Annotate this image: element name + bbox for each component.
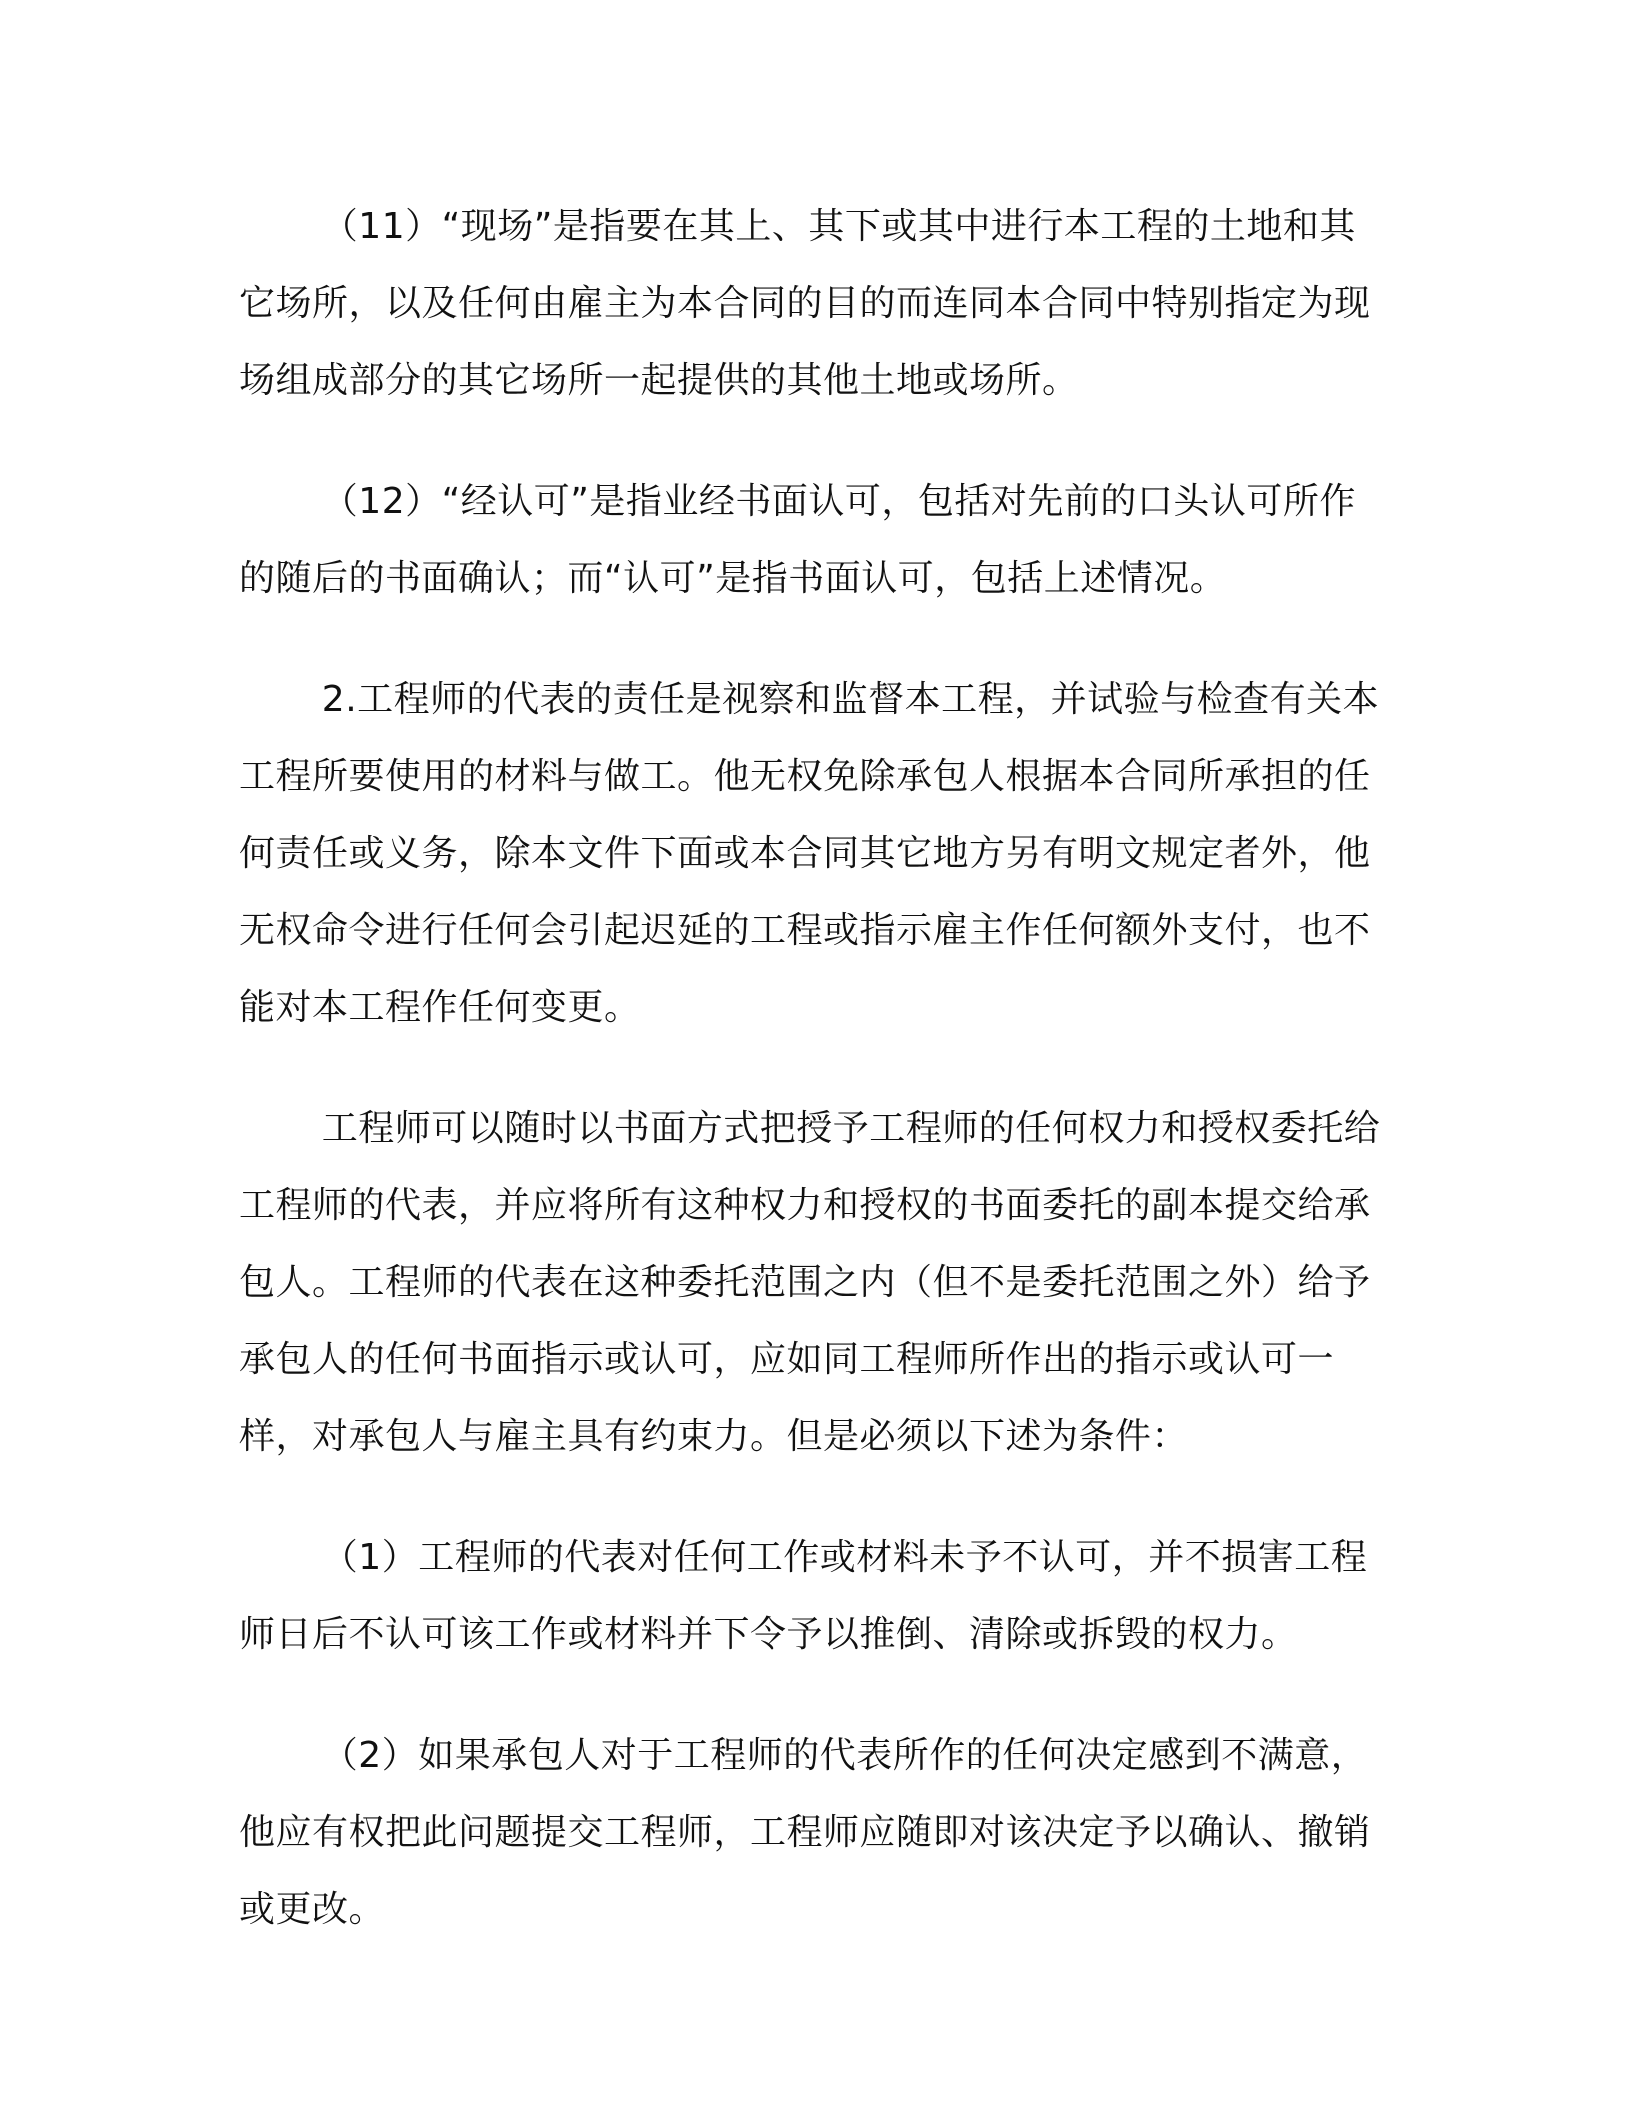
paragraph-delegation-of-authority: 工程师可以随时以书面方式把授予工程师的任何权力和授权委托给工程师的代表，并应将所有这种权力和授权的书面委托的副本提交给承包人。工程师的代表在这种委托范围之内（但不是委托范围之外）给予承包人的任何书面指示或认可，应如同工程师所作出的指示或认可一样，对承包人与雇主具有约束力。但是必须以下述为条件：: [239, 1108, 1381, 1457]
paragraph-engineer-representative-duties: 2.工程师的代表的责任是视察和监督本工程，并试验与检查有关本工程所要使用的材料与做工。他无权免除承包人根据本合同所承担的任何责任或义务，除本文件下面或本合同其它地方另有明文规定者外，他无权命令进行任何会引起迟延的工程或指示雇主作任何额外支付，也不能对本工程作任何变更。: [239, 679, 1380, 1028]
paragraph-condition-1: （1）工程师的代表对任何工作或材料未予不认可，并不损害工程师日后不认可该工作或材料并下令予以推倒、清除或拆毁的权力。: [239, 1537, 1368, 1655]
paragraph-definition-approved: （12）“经认可”是指业经书面认可，包括对先前的口头认可所作的随后的书面确认；而“认可”是指书面认可，包括上述情况。: [239, 481, 1356, 599]
document-body: [239, 188, 1389, 1948]
paragraph-condition-2: （2）如果承包人对于工程师的代表所作的任何决定感到不满意，他应有权把此问题提交工程师，工程师应随即对该决定予以确认、撤销或更改。: [239, 1735, 1371, 1930]
paragraph-definition-site: （11）“现场”是指要在其上、其下或其中进行本工程的土地和其它场所，以及任何由雇主为本合同的目的而连同本合同中特别指定为现场组成部分的其它场所一起提供的其他土地或场所。: [239, 206, 1371, 401]
